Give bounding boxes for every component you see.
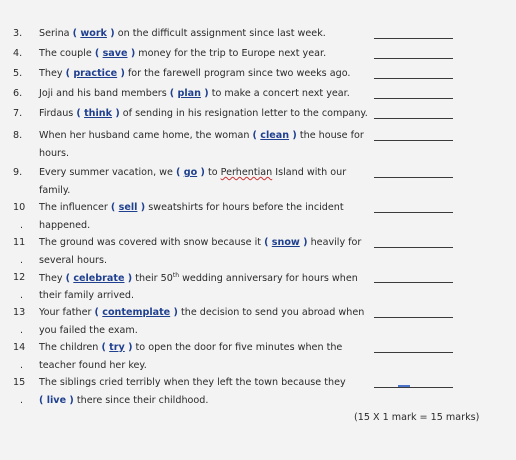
question-text: The siblings cried terribly when they left the town because they	[39, 377, 346, 388]
question-number: 15	[13, 377, 26, 388]
verb-prompt: practice	[73, 68, 118, 79]
answer-blank[interactable]	[374, 212, 453, 213]
question-text: Every summer vacation, we ( go ) to Perhentian Island with our	[39, 167, 347, 178]
dot-marker: .	[20, 325, 24, 336]
question-number: 14	[13, 342, 26, 353]
answer-blank[interactable]	[374, 140, 453, 141]
question-text: The children ( try ) to open the door for five minutes when the	[39, 342, 343, 353]
marks-total: (15 X 1 mark = 15 marks)	[354, 412, 480, 423]
verb-prompt: save	[102, 48, 128, 59]
answer-blank[interactable]	[374, 317, 453, 318]
question-text: When her husband came home, the woman ( clean ) the house for	[39, 130, 364, 141]
verb-prompt: celebrate	[73, 273, 125, 285]
question-continuation: hours.	[39, 148, 70, 159]
answer-blank[interactable]	[374, 98, 453, 99]
question-continuation: happened.	[39, 220, 91, 231]
answer-blank[interactable]	[374, 78, 453, 79]
question-text: The influencer ( sell ) sweatshirts for hours before the incident	[39, 202, 344, 213]
dot-marker: .	[20, 290, 24, 301]
question-continuation: family.	[39, 185, 71, 196]
question-text: Serina ( work ) on the difficult assignment since last week.	[39, 28, 326, 39]
question-number: 10	[13, 202, 26, 213]
question-continuation: several hours.	[39, 255, 108, 266]
dot-marker: .	[20, 255, 24, 266]
question-continuation: teacher found her key.	[39, 360, 147, 371]
answer-blank[interactable]	[374, 177, 453, 178]
question-text: Joji and his band members ( plan ) to make a concert next year.	[39, 88, 350, 99]
question-continuation: ( live ) there since their childhood.	[39, 395, 209, 406]
dot-marker: .	[20, 360, 24, 371]
question-text: Your father ( contemplate ) the decision to send you abroad when	[39, 307, 365, 318]
answer-blank[interactable]	[374, 387, 453, 388]
answer-blank[interactable]	[374, 282, 453, 283]
verb-prompt: think	[84, 108, 113, 119]
answer-blank[interactable]	[374, 118, 453, 119]
verb-prompt: clean	[260, 130, 290, 141]
question-number: 13	[13, 307, 26, 318]
question-continuation: you failed the exam.	[39, 325, 138, 336]
spellcheck-word: Perhentian	[220, 167, 273, 178]
question-text: They ( practice ) for the farewell program since two weeks ago.	[39, 68, 351, 79]
answer-blank[interactable]	[374, 247, 453, 248]
verb-prompt: try	[109, 342, 125, 353]
question-number: 7.	[13, 108, 23, 119]
verb-prompt: plan	[177, 88, 201, 99]
dot-marker: .	[20, 220, 24, 231]
question-number: 4.	[13, 48, 23, 59]
question-text: Firdaus ( think ) of sending in his resignation letter to the company.	[39, 108, 368, 119]
question-number: 11	[13, 237, 26, 248]
question-text: The couple ( save ) money for the trip to Europe next year.	[39, 48, 327, 59]
question-number: 6.	[13, 88, 23, 99]
verb-prompt: contemplate	[102, 307, 171, 318]
verb-prompt: sell	[118, 202, 138, 213]
question-number: 12	[13, 272, 26, 283]
answer-blank[interactable]	[374, 352, 453, 353]
question-number: 5.	[13, 68, 23, 79]
question-continuation: their family arrived.	[39, 290, 135, 301]
answer-blank[interactable]	[374, 38, 453, 39]
question-number: 3.	[13, 28, 23, 39]
question-text: They ( celebrate ) their 50th wedding anniversary for hours when	[39, 272, 358, 285]
question-text: The ground was covered with snow because it ( snow ) heavily for	[39, 237, 362, 248]
answer-blank[interactable]	[374, 58, 453, 59]
question-number: 9.	[13, 167, 23, 178]
verb-prompt: go	[183, 167, 198, 178]
blue-mark	[398, 385, 410, 387]
question-number: 8.	[13, 130, 23, 141]
dot-marker: .	[20, 395, 24, 406]
verb-prompt: live	[46, 395, 67, 406]
verb-prompt: snow	[271, 237, 300, 248]
verb-prompt: work	[80, 28, 107, 39]
